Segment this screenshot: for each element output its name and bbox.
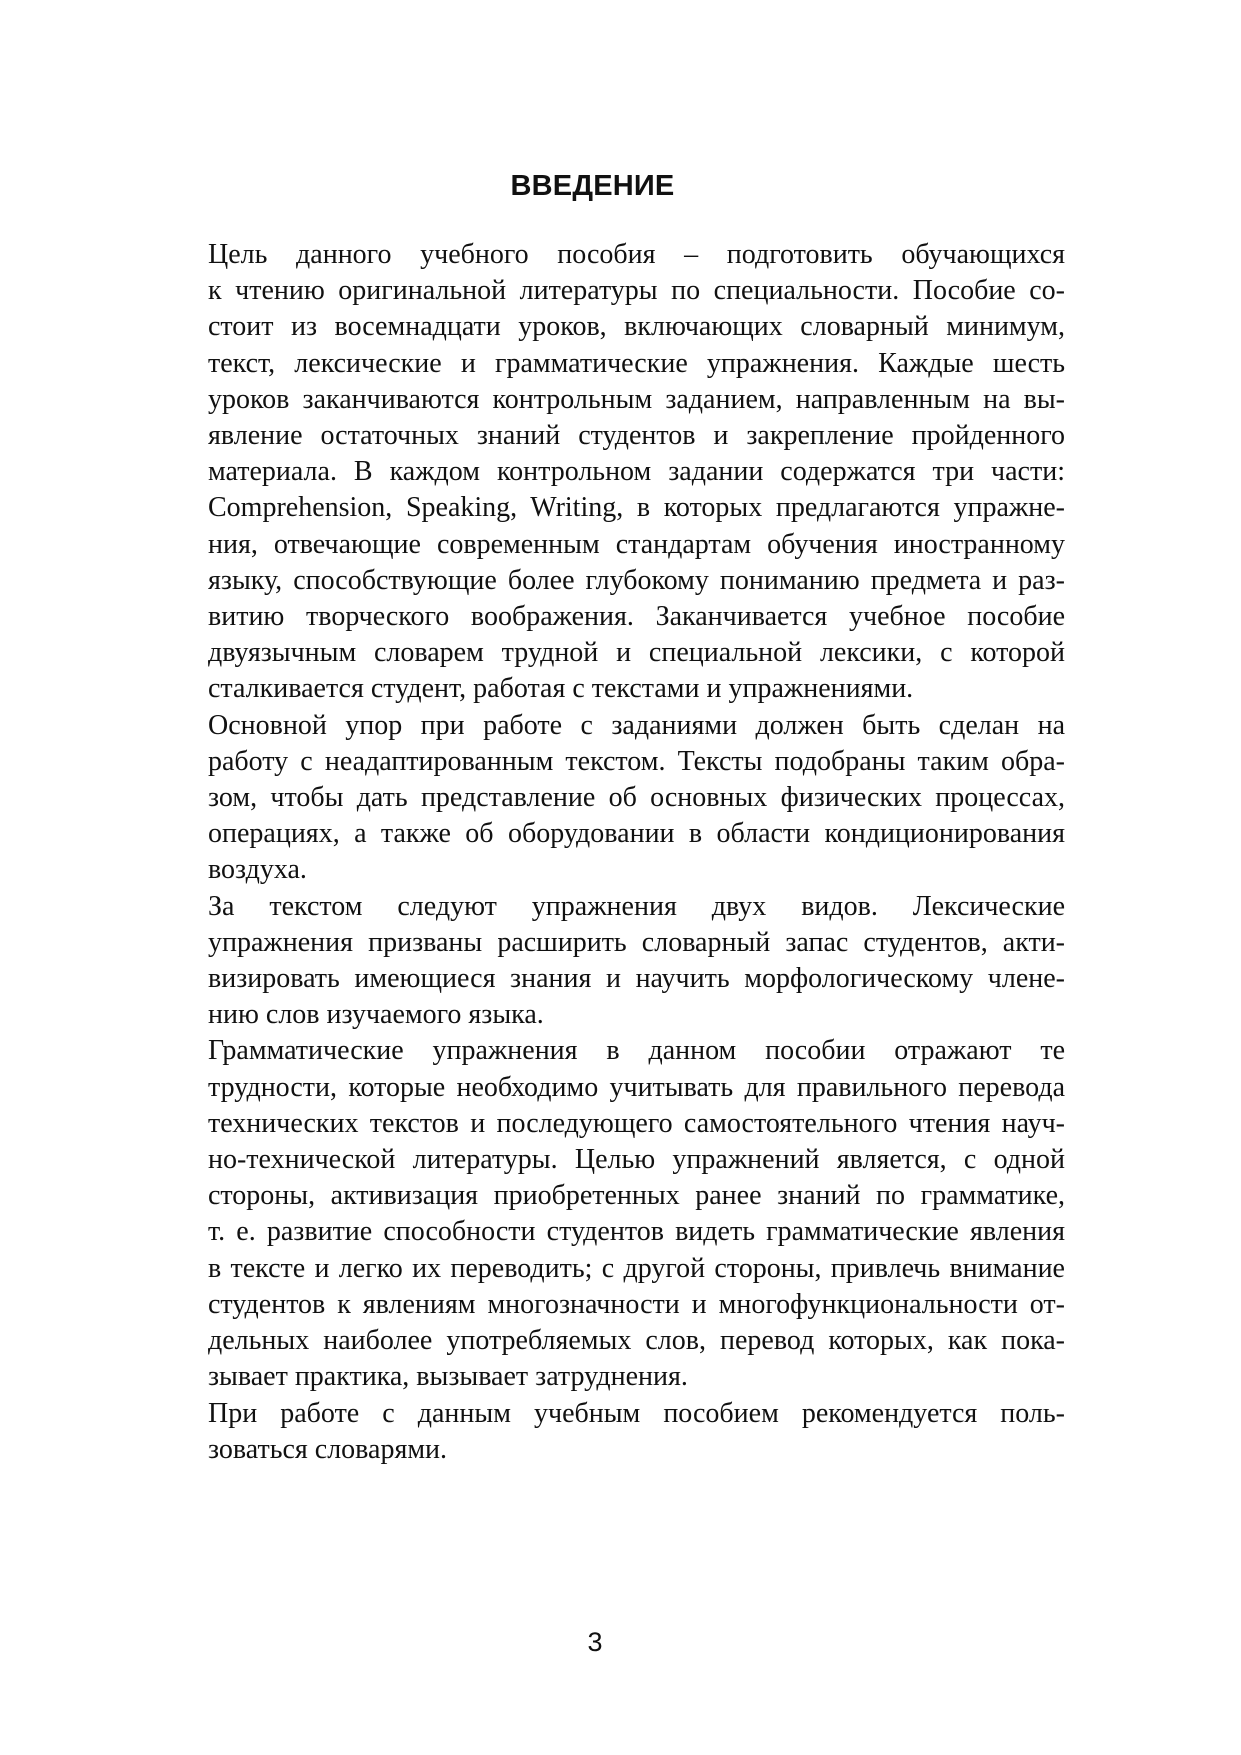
text-line: материала. В каждом контрольном задании содержатся три части: [208,456,1065,488]
text-line: в тексте и легко их переводить; с другой стороны, привлечь внимание [208,1252,1065,1284]
text-line: упражнения призваны расширить словарный запас студентов, акти- [208,926,1065,958]
text-line: трудности, которые необходимо учитывать для правильного перевода [208,1071,1065,1103]
text-line: языку, способствующие более глубокому пониманию предмета и раз- [208,564,1065,596]
paragraph-3 [126,889,1065,1034]
paragraph-4 [126,1033,1065,1395]
text-line: Цель данного учебного пособия – подготовить обучающихся [208,239,1065,270]
text-line: зом, чтобы дать представление об основных физических процессах, [208,782,1065,814]
text-line: дельных наиболее употребляемых слов, перевод которых, как пока- [208,1325,1065,1357]
text-line: визировать имеющиеся знания и научить морфологическому члене- [208,963,1065,995]
text-line: двуязычным словарем трудной и специальной лексики, с которой [208,637,1065,669]
text-line: но-технической литературы. Целью упражнений является, с одной [208,1144,1065,1176]
page-number: 3 [587,1627,603,1657]
text-line: Comprehension, Speaking, Writing, в которых предлагаются упражне- [208,492,1065,524]
text-line: зывает практика, вызывает затруднения. [208,1361,688,1393]
text-line: операциях, а также об оборудовании в области кондиционирования [208,818,1065,850]
text-line: ния, отвечающие современным стандартам обучения иностранному [208,528,1065,560]
text-line: Грамматические упражнения в данном пособии отражают те [208,1035,1065,1067]
text-line: к чтению оригинальной литературы по специальности. Пособие со- [208,275,1065,307]
page-title: ВВЕДЕНИЕ [510,170,675,202]
text-line: технических текстов и последующего самостоятельного чтения науч- [208,1107,1065,1139]
text-line: т. е. развитие способности студентов видеть грамматические явления [208,1216,1065,1248]
text-line: воздуха. [208,854,307,886]
paragraph-5 [126,1396,1065,1468]
text-line: При работе с данным учебным пособием рекомендуется поль- [208,1397,1065,1429]
text-line: Основной упор при работе с заданиями должен быть сделан на [208,709,1065,741]
text-line: студентов к явлениям многозначности и многофункциональности от- [208,1288,1065,1320]
text-line: сталкивается студент, работая с текстами и упражнениями. [208,673,914,705]
text-line: явление остаточных знаний студентов и закрепление пройденного [208,420,1065,452]
text-line: зоваться словарями. [208,1433,448,1465]
text-line: уроков заканчиваются контрольным заданием, направленным на вы- [208,383,1065,415]
text-line: нию слов изучаемого языка. [208,999,544,1031]
text-line: текст, лексические и грамматические упражнения. Каждые шесть [208,347,1065,379]
text-line: стоит из восемнадцати уроков, включающих словарный минимум, [208,311,1065,343]
text-line: витию творческого воображения. Заканчивается учебное пособие [208,601,1065,633]
paragraph-1 [126,237,1065,708]
text-line: стороны, активизация приобретенных ранее знаний по грамматике, [208,1180,1065,1212]
document-body [126,237,1065,1468]
paragraph-2 [126,708,1065,889]
text-line: работу с неадаптированным текстом. Тексты подобраны таким обра- [208,745,1065,777]
text-line: За текстом следуют упражнения двух видов. Лексические [208,890,1065,922]
